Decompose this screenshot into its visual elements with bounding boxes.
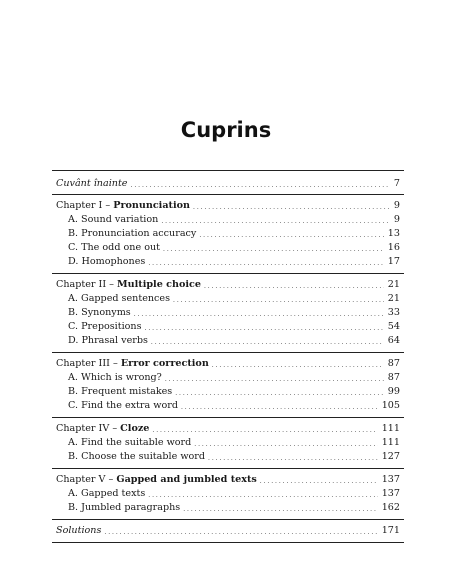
toc-page-number: 21 [387, 293, 400, 304]
chapter-prefix: Chapter III – [56, 358, 121, 369]
toc-item-label: B. Pronunciation accuracy [68, 228, 197, 239]
page-title: Cuprins [180, 118, 272, 142]
toc-item [68, 291, 400, 305]
toc-page-number: 7 [393, 178, 400, 189]
dot-leader [152, 423, 377, 435]
divider [52, 468, 404, 469]
toc-item [68, 398, 400, 412]
toc-page-number: 111 [381, 437, 400, 448]
dot-leader [183, 502, 377, 514]
toc-item-label: C. Prepositions [68, 321, 142, 332]
toc-item [68, 486, 400, 500]
toc-page-number: 9 [393, 214, 400, 225]
toc-chapter-5 [56, 472, 400, 486]
toc-item-label: A. Gapped texts [68, 488, 146, 499]
chapter-prefix: Chapter IV – [56, 423, 121, 434]
toc-item-label: D. Phrasal verbs [68, 335, 148, 346]
divider [52, 417, 404, 418]
toc-item-label: C. Find the extra word [68, 400, 178, 411]
toc-chapter-3 [56, 356, 400, 370]
divider [52, 352, 404, 353]
toc-item-label: B. Frequent mistakes [68, 386, 173, 397]
toc-chapter-4 [56, 421, 400, 435]
chapter-title: Error correction [120, 358, 209, 369]
dot-leader [161, 214, 390, 226]
divider [52, 194, 404, 195]
divider [52, 519, 404, 520]
toc-item-label: A. Which is wrong? [68, 372, 162, 383]
dot-leader [181, 400, 378, 412]
toc-item-label: A. Find the suitable word [68, 437, 192, 448]
toc-item-label: D. Homophones [68, 256, 146, 267]
dot-leader [260, 474, 378, 486]
chapter-prefix: Chapter V – [56, 474, 117, 485]
chapter-title: Cloze [120, 423, 150, 434]
chapter-title: Pronunciation [113, 200, 190, 211]
dot-leader [194, 437, 377, 449]
dot-leader [193, 200, 390, 212]
toc-chapter-2 [56, 277, 400, 291]
chapter-title: Multiple choice [117, 279, 201, 290]
toc-page-number: 137 [381, 488, 400, 499]
toc-page-number: 137 [381, 474, 400, 485]
dot-leader [151, 335, 384, 347]
dot-leader [148, 256, 383, 268]
toc-item-label: B. Choose the suitable word [68, 451, 206, 462]
dot-leader [212, 358, 384, 370]
toc-page-number: 9 [393, 200, 400, 211]
toc-entry-solutions [56, 523, 400, 537]
toc-item [68, 435, 400, 449]
dot-leader [145, 321, 384, 333]
toc-item [68, 500, 400, 514]
toc-page-number: 64 [387, 335, 400, 346]
toc-page-number: 16 [387, 242, 400, 253]
toc-page-number: 171 [381, 525, 400, 536]
dot-leader [204, 279, 384, 291]
toc-item [68, 212, 400, 226]
toc-page-number: 111 [381, 423, 400, 434]
toc-item [68, 449, 400, 463]
toc-item-label: B. Jumbled paragraphs [68, 502, 181, 513]
toc-item-label: C. The odd one out [68, 242, 161, 253]
toc-item [68, 370, 400, 384]
toc-page-number: 33 [387, 307, 400, 318]
dot-leader [165, 372, 384, 384]
dot-leader [173, 293, 384, 305]
toc-page-number: 21 [387, 279, 400, 290]
top-rule [52, 170, 404, 171]
dot-leader [208, 451, 378, 463]
toc-item-label: A. Gapped sentences [68, 293, 171, 304]
toc-item [68, 333, 400, 347]
toc-page-number: 99 [387, 386, 400, 397]
divider [52, 273, 404, 274]
toc-page-number: 54 [387, 321, 400, 332]
dot-leader [175, 386, 384, 398]
toc-item-label: B. Synonyms [68, 307, 131, 318]
dot-leader [131, 178, 390, 190]
chapter-prefix: Chapter I – [56, 200, 114, 211]
toc-entry-foreword [56, 176, 400, 190]
dot-leader [104, 525, 377, 537]
toc-page-number: 127 [381, 451, 400, 462]
toc-item [68, 319, 400, 333]
toc-page-number: 13 [387, 228, 400, 239]
toc-item [68, 384, 400, 398]
chapter-title: Gapped and jumbled texts [116, 474, 257, 485]
dot-leader [163, 242, 384, 254]
toc-page-number: 87 [387, 358, 400, 369]
toc-page-number: 17 [387, 256, 400, 267]
toc-entry-label: Solutions [56, 525, 102, 536]
toc-page-number: 105 [381, 400, 400, 411]
toc-page-number: 162 [381, 502, 400, 513]
toc-item [68, 305, 400, 319]
toc-entry-label: Cuvânt înainte [56, 178, 128, 189]
dot-leader [148, 488, 377, 500]
toc-chapter-1 [56, 198, 400, 212]
bottom-rule [52, 542, 404, 543]
chapter-prefix: Chapter II – [56, 279, 118, 290]
dot-leader [134, 307, 384, 319]
toc-page-number: 87 [387, 372, 400, 383]
toc-item-label: A. Sound variation [68, 214, 159, 225]
toc-item [68, 240, 400, 254]
dot-leader [199, 228, 383, 240]
toc-item [68, 254, 400, 268]
toc-item [68, 226, 400, 240]
